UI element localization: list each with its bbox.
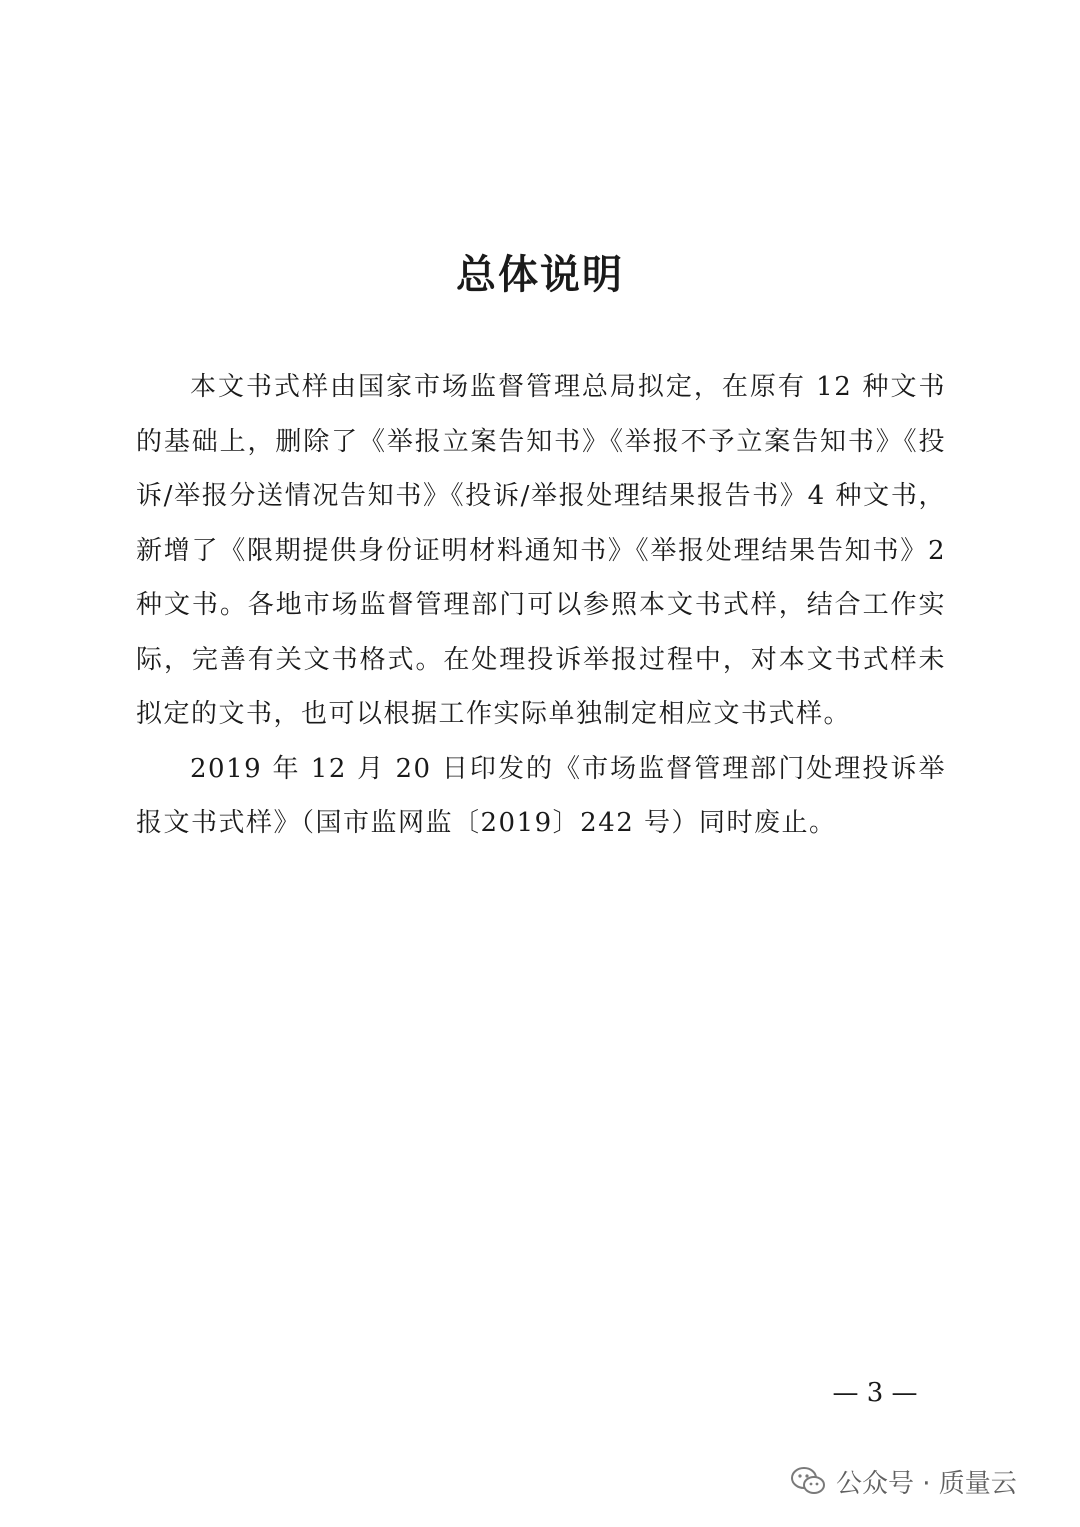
paragraph-1: 本文书式样由国家市场监督管理总局拟定，在原有 12 种文书的基础上，删除了《举报立案告知书》《举报不予立案告知书》《投诉/举报分送情况告知书》《投诉/举报处理结果报告书》4 种文书，新增了《限期提供身份证明材料通知书》《举报处理结果告知书》2 种文书。各地市场监督管理部门可以参照本文书式样，结合工作实际，完善有关文书格式。在处理投诉举报过程中，对本文书式样未拟定的文书，也可以根据工作实际单独制定相应文书式样。 — [136, 372, 946, 729]
page-number: — 3 — — [832, 1378, 918, 1408]
wechat-watermark — [790, 1458, 1017, 1504]
document-title: 总体说明 — [456, 252, 624, 298]
document-body — [136, 360, 946, 851]
paragraph-2: 2019 年 12 月 20 日印发的《市场监督管理部门处理投诉举报文书式样》（国市监网监〔2019〕242 号）同时废止。 — [136, 753, 946, 838]
wechat-icon — [790, 1466, 826, 1496]
watermark-text: 公众号 · 质量云 — [836, 1468, 1017, 1499]
